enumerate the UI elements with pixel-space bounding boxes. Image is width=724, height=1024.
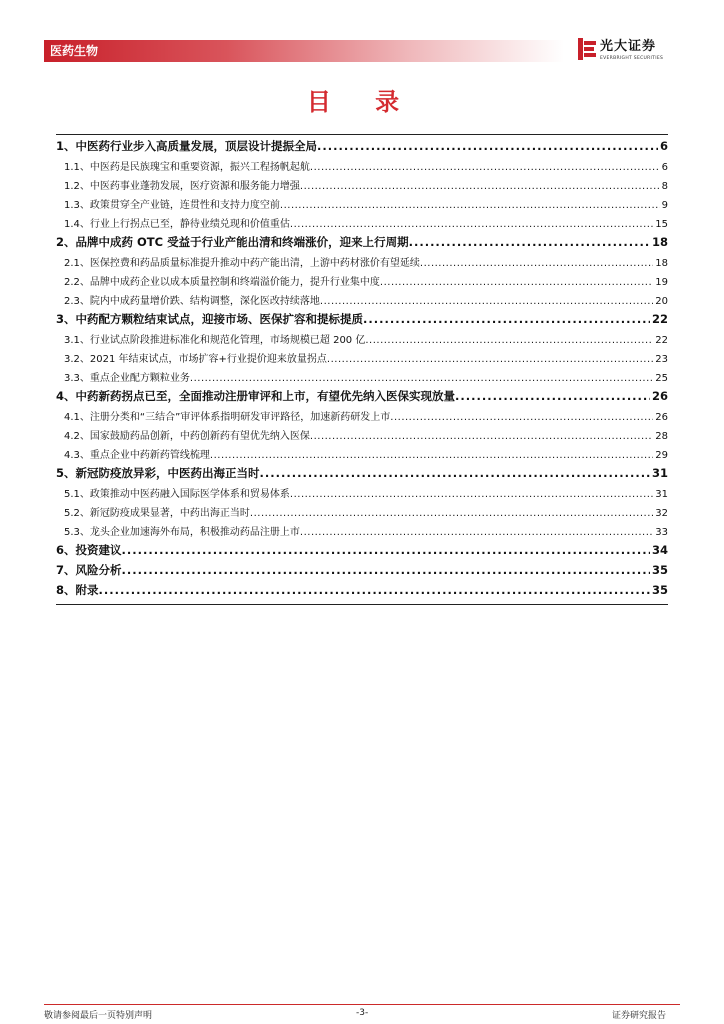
toc-section-row[interactable] — [56, 331, 668, 350]
toc-entry-number: 1.4、 — [64, 219, 90, 230]
footer-page-number: -3- — [356, 1008, 369, 1018]
table-of-contents — [56, 138, 668, 602]
toc-entry-label: 国家鼓励药品创新，中药创新药有望优先纳入医保 — [89, 431, 310, 442]
toc-section-row[interactable] — [56, 485, 668, 504]
toc-entry-page: 9 — [661, 200, 668, 211]
toc-entry-label: 2021 年结束试点，市场扩容+行业提价迎来放量拐点 — [89, 354, 327, 365]
toc-entry-label: 风险分析 — [75, 563, 122, 577]
toc-entry-label: 行业试点阶段推进标准化和规范化管理，市场规模已超 200 亿 — [89, 335, 366, 346]
toc-entry-page: 18 — [651, 235, 668, 249]
toc-entry-number: 2.1、 — [64, 258, 90, 269]
toc-dot-leader — [250, 508, 653, 519]
toc-entry-label: 行业上行拐点已至，静待业绩兑现和价值重估 — [89, 219, 290, 230]
toc-entry-number: 4.2、 — [64, 431, 90, 442]
toc-entry-label: 中医药是民族瑰宝和重要资源，振兴工程扬帆起航 — [89, 162, 310, 173]
toc-entry-page: 6 — [659, 139, 668, 153]
footer-rule — [44, 1004, 680, 1005]
toc-entry-label: 中药新药拐点已至，全面推动注册审评和上市，有望优先纳入医保实现放量 — [75, 389, 456, 403]
toc-entry-label: 政策推动中医药融入国际医学体系和贸易体系 — [89, 489, 290, 500]
toc-dot-leader — [317, 139, 658, 153]
toc-entry-page: 26 — [655, 412, 668, 423]
brand-subtitle: EVERBRIGHT SECURITIES — [600, 56, 664, 61]
toc-dot-leader — [363, 312, 650, 326]
toc-entry-label: 院内中成药量增价跌、结构调整，深化医改持续落地 — [89, 296, 320, 307]
toc-dot-leader — [409, 235, 650, 249]
toc-dot-leader — [455, 389, 650, 403]
toc-section-row[interactable] — [56, 369, 668, 388]
toc-chapter-row[interactable] — [56, 465, 668, 485]
toc-chapter-row[interactable] — [56, 542, 668, 562]
toc-dot-leader — [365, 335, 653, 346]
toc-entry-label: 政策贯穿全产业链，连贯性和支持力度空前 — [89, 200, 280, 211]
toc-entry-number: 3.2、 — [64, 354, 90, 365]
toc-entry-number: 1、 — [56, 139, 76, 153]
toc-dot-leader — [190, 373, 653, 384]
toc-entry-page: 22 — [651, 312, 668, 326]
toc-entry-page: 33 — [655, 527, 668, 538]
toc-entry-number: 5.3、 — [64, 527, 90, 538]
toc-chapter-row[interactable] — [56, 138, 668, 158]
toc-entry-page: 31 — [655, 489, 668, 500]
toc-entry-number: 3.1、 — [64, 335, 90, 346]
toc-entry-number: 3.3、 — [64, 373, 90, 384]
toc-dot-leader — [300, 527, 653, 538]
toc-entry-page: 29 — [655, 450, 668, 461]
toc-chapter-row[interactable] — [56, 388, 668, 408]
toc-entry-number: 5、 — [56, 466, 76, 480]
toc-entry-number: 1.1、 — [64, 162, 90, 173]
toc-section-row[interactable] — [56, 215, 668, 234]
toc-entry-page: 20 — [655, 296, 668, 307]
toc-dot-leader — [390, 412, 653, 423]
toc-dot-leader — [310, 431, 653, 442]
toc-section-row[interactable] — [56, 196, 668, 215]
toc-entry-number: 4.3、 — [64, 450, 90, 461]
toc-entry-page: 32 — [655, 508, 668, 519]
toc-section-row[interactable] — [56, 177, 668, 196]
toc-section-row[interactable] — [56, 523, 668, 542]
toc-entry-label: 中医药行业步入高质量发展，顶层设计提振全局 — [75, 139, 318, 153]
toc-entry-number: 4、 — [56, 389, 76, 403]
toc-entry-page: 8 — [661, 181, 668, 192]
toc-section-row[interactable] — [56, 254, 668, 273]
toc-entry-number: 6、 — [56, 543, 76, 557]
toc-entry-label: 中医药事业蓬勃发展，医疗资源和服务能力增强 — [89, 181, 300, 192]
toc-section-row[interactable] — [56, 504, 668, 523]
toc-dot-leader — [420, 258, 653, 269]
toc-entry-label: 附录 — [75, 583, 99, 597]
toc-top-rule — [56, 134, 668, 135]
toc-entry-number: 7、 — [56, 563, 76, 577]
toc-entry-number: 4.1、 — [64, 412, 90, 423]
toc-entry-number: 2.2、 — [64, 277, 90, 288]
brand-logo — [578, 38, 688, 66]
toc-section-row[interactable] — [56, 273, 668, 292]
toc-entry-number: 1.2、 — [64, 181, 90, 192]
toc-chapter-row[interactable] — [56, 311, 668, 331]
toc-entry-page: 15 — [655, 219, 668, 230]
toc-entry-label: 重点企业中药新药管线梳理 — [89, 450, 210, 461]
toc-dot-leader — [310, 162, 660, 173]
toc-entry-number: 2、 — [56, 235, 76, 249]
toc-dot-leader — [290, 219, 653, 230]
toc-dot-leader — [122, 563, 650, 577]
toc-entry-label: 重点企业配方颗粒业务 — [89, 373, 190, 384]
toc-section-row[interactable] — [56, 446, 668, 465]
toc-entry-number: 5.2、 — [64, 508, 90, 519]
toc-entry-number: 1.3、 — [64, 200, 90, 211]
toc-dot-leader — [210, 450, 653, 461]
toc-bottom-rule — [56, 604, 668, 605]
header-sector-label: 医药生物 — [50, 44, 99, 58]
toc-chapter-row[interactable] — [56, 234, 668, 254]
toc-dot-leader — [280, 200, 660, 211]
toc-dot-leader — [260, 466, 650, 480]
toc-section-row[interactable] — [56, 158, 668, 177]
page-title: 目 录 — [306, 88, 418, 116]
toc-entry-page: 22 — [655, 335, 668, 346]
toc-entry-page: 26 — [651, 389, 668, 403]
footer-report-type: 证券研究报告 — [612, 1011, 667, 1021]
toc-section-row[interactable] — [56, 292, 668, 311]
toc-dot-leader — [122, 543, 650, 557]
toc-section-row[interactable] — [56, 427, 668, 446]
toc-entry-label: 注册分类和“三结合”审评体系指明研发审评路径，加速新药研发上市 — [89, 412, 391, 423]
toc-section-row[interactable] — [56, 408, 668, 427]
toc-dot-leader — [380, 277, 653, 288]
toc-dot-leader — [290, 489, 653, 500]
toc-entry-page: 34 — [651, 543, 668, 557]
toc-entry-page: 6 — [661, 162, 668, 173]
toc-entry-label: 新冠防疫放异彩，中医药出海正当时 — [75, 466, 260, 480]
toc-chapter-row[interactable] — [56, 562, 668, 582]
toc-entry-label: 投资建议 — [75, 543, 122, 557]
toc-entry-number: 8、 — [56, 583, 76, 597]
toc-entry-label: 品牌中成药企业以成本质量控制和终端溢价能力，提升行业集中度 — [89, 277, 380, 288]
brand-logo-icon — [578, 38, 596, 60]
toc-entry-label: 新冠防疫成果显著，中药出海正当时 — [89, 508, 250, 519]
toc-dot-leader — [327, 354, 653, 365]
toc-section-row[interactable] — [56, 350, 668, 369]
toc-entry-number: 3、 — [56, 312, 76, 326]
footer-disclaimer: 敬请参阅最后一页特别声明 — [44, 1011, 153, 1021]
toc-entry-page: 31 — [651, 466, 668, 480]
toc-entry-number: 5.1、 — [64, 489, 90, 500]
toc-entry-page: 23 — [655, 354, 668, 365]
toc-entry-page: 35 — [651, 563, 668, 577]
toc-entry-label: 龙头企业加速海外布局，积极推动药品注册上市 — [89, 527, 300, 538]
toc-entry-label: 医保控费和药品质量标准提升推动中药产能出清，上游中药材涨价有望延续 — [89, 258, 420, 269]
toc-entry-page: 19 — [655, 277, 668, 288]
toc-entry-label: 品牌中成药 OTC 受益于行业产能出清和终端涨价，迎来上行周期 — [75, 235, 409, 249]
toc-dot-leader — [320, 296, 653, 307]
toc-entry-number: 2.3、 — [64, 296, 90, 307]
toc-entry-page: 28 — [655, 431, 668, 442]
toc-entry-page: 25 — [655, 373, 668, 384]
toc-entry-page: 35 — [651, 583, 668, 597]
brand-name: 光大证券 — [600, 39, 657, 54]
toc-entry-page: 18 — [655, 258, 668, 269]
toc-dot-leader — [99, 583, 650, 597]
header-band — [44, 40, 564, 62]
toc-dot-leader — [300, 181, 660, 192]
toc-entry-label: 中药配方颗粒结束试点，迎接市场、医保扩容和提标提质 — [75, 312, 364, 326]
toc-chapter-row[interactable] — [56, 582, 668, 602]
